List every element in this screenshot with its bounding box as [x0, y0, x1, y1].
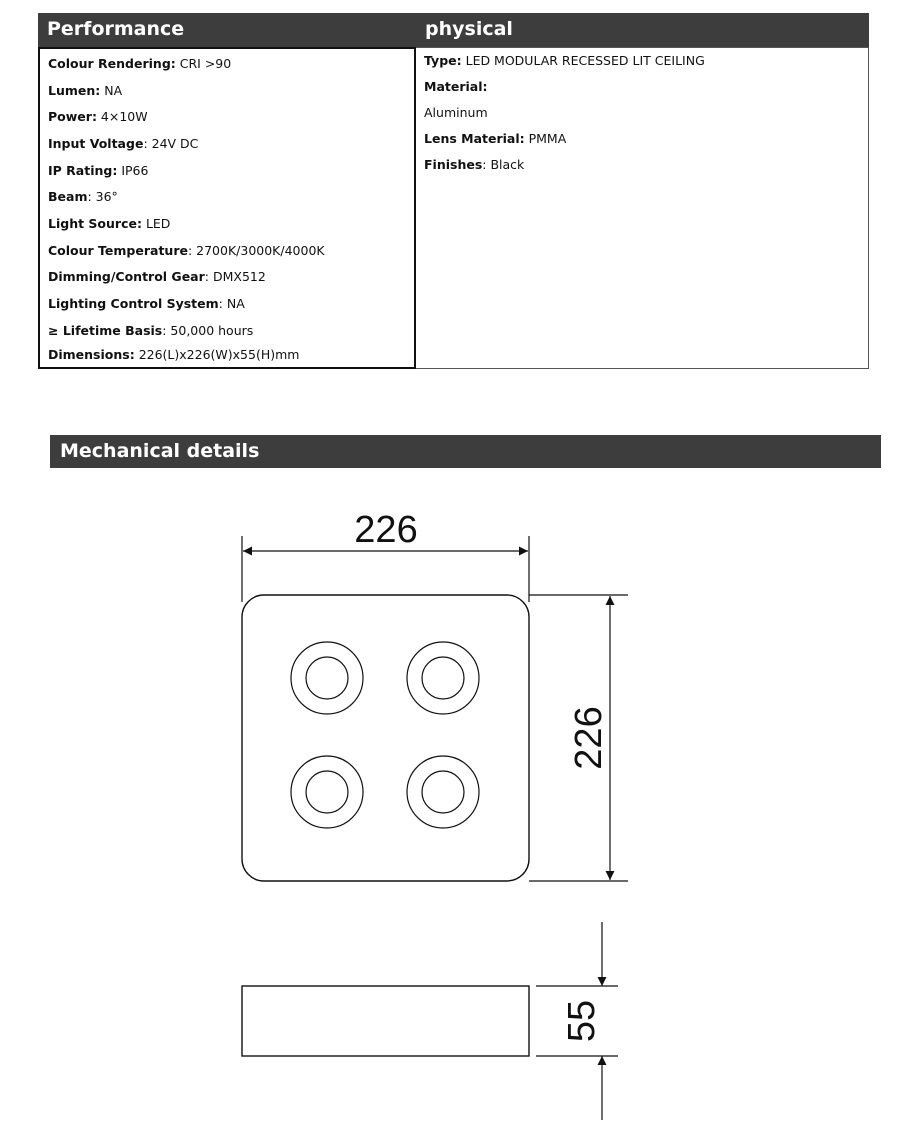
spec-row-dimensions: Dimensions: 226(L)x226(W)x55(H)mm	[48, 347, 300, 362]
side-view-outline	[242, 986, 529, 1056]
dimension-width-label: 226	[354, 509, 418, 551]
performance-header: Performance	[38, 13, 416, 47]
spec-row-input-voltage: Input Voltage: 24V DC	[48, 136, 199, 151]
lens-top-left	[291, 642, 363, 714]
dimension-height-label: 55	[561, 999, 603, 1043]
spec-row-lumen: Lumen: NA	[48, 83, 123, 98]
mechanical-details-header: Mechanical details	[50, 435, 881, 468]
spec-row-light-source: Light Source: LED	[48, 216, 171, 231]
spec-row-material-value: Aluminum	[424, 105, 488, 120]
lens-bottom-right	[407, 756, 479, 828]
spec-row-material: Material:	[424, 79, 488, 94]
lens-top-right	[407, 642, 479, 714]
dimension-length-label: 226	[568, 706, 610, 770]
lens-bottom-left	[291, 756, 363, 828]
spec-row-colour-temperature: Colour Temperature: 2700K/3000K/4000K	[48, 243, 325, 258]
physical-header: physical	[416, 13, 869, 47]
spec-row-finishes: Finishes: Black	[424, 157, 525, 172]
top-view-outline	[242, 595, 529, 881]
spec-row-power: Power: 4×10W	[48, 109, 148, 124]
spec-row-colour-rendering: Colour Rendering: CRI >90	[48, 56, 232, 71]
spec-row-beam: Beam: 36°	[48, 189, 118, 204]
spec-row-lighting-control: Lighting Control System: NA	[48, 296, 245, 311]
spec-row-type: Type: LED MODULAR RECESSED LIT CEILING	[424, 53, 705, 68]
spec-row-ip-rating: IP Rating: IP66	[48, 163, 149, 178]
spec-row-lifetime: ≥ Lifetime Basis: 50,000 hours	[48, 323, 254, 338]
spec-row-dimming: Dimming/Control Gear: DMX512	[48, 269, 266, 284]
spec-row-lens-material: Lens Material: PMMA	[424, 131, 567, 146]
